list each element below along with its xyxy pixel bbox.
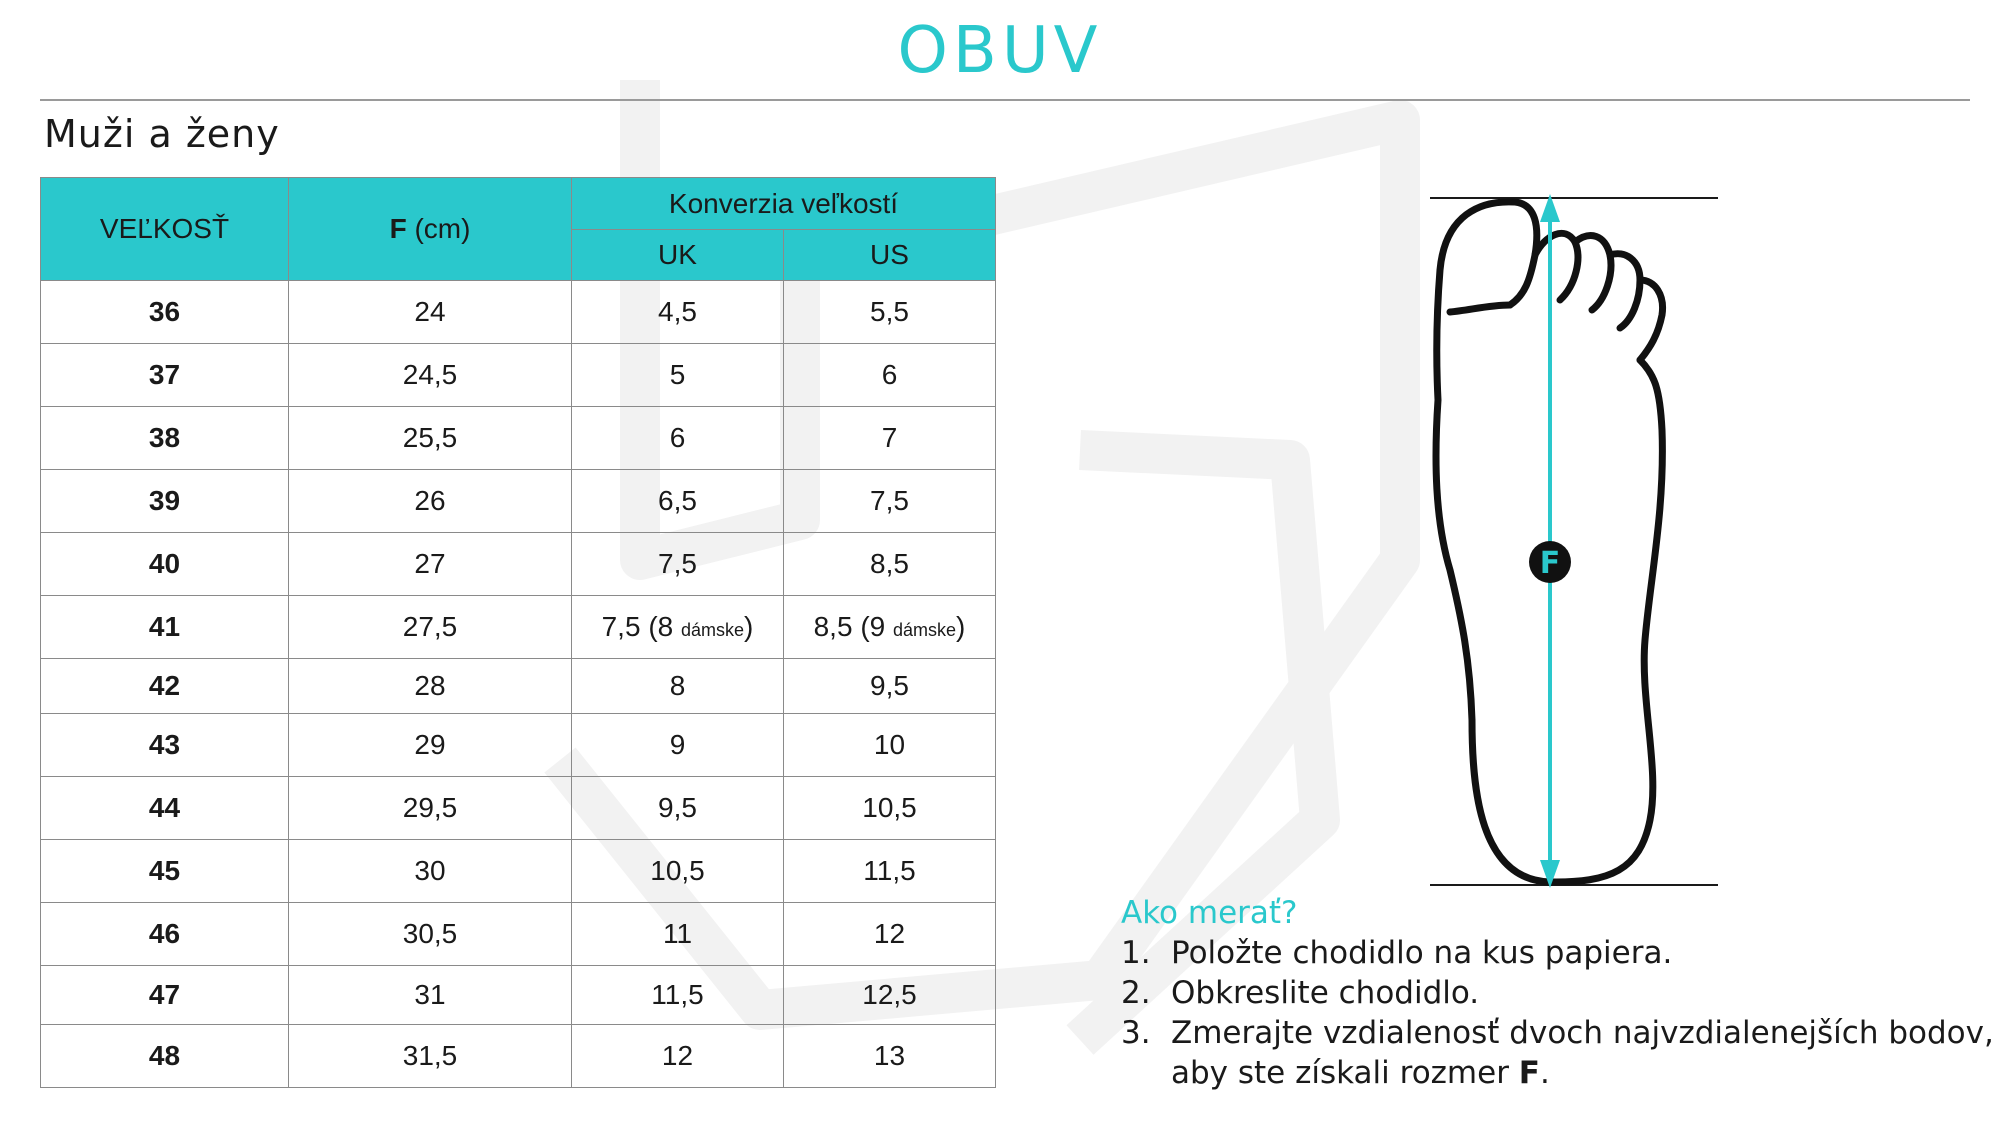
table-row (41, 470, 996, 533)
instructions (1121, 895, 2000, 1093)
uk-cell: 11 (572, 903, 784, 966)
uk-cell: 6,5 (572, 470, 784, 533)
us-women-note: dámske (893, 620, 957, 640)
size-cell: 47 (41, 966, 289, 1025)
size-cell: 42 (41, 659, 289, 714)
step-text-wrap (1171, 1013, 2000, 1093)
size-cell: 45 (41, 840, 289, 903)
instruction-step (1121, 933, 2000, 973)
table-row (41, 1025, 996, 1088)
uk-value: 7,5 (601, 611, 641, 642)
instructions-list (1121, 933, 2000, 1093)
size-cell: 44 (41, 777, 289, 840)
uk-women-note: dámske (681, 620, 745, 640)
size-cell: 37 (41, 344, 289, 407)
us-cell: 13 (784, 1025, 996, 1088)
f-marker-text: F (1539, 546, 1561, 581)
us-cell: 5,5 (784, 281, 996, 344)
size-cell: 39 (41, 470, 289, 533)
table-row (41, 533, 996, 596)
us-cell: 8,5 (9 dámske) (784, 596, 996, 659)
uk-cell: 10,5 (572, 840, 784, 903)
foot-diagram (1400, 180, 1740, 900)
table-row (41, 596, 996, 659)
instruction-step (1121, 973, 2000, 1013)
f-cell: 27,5 (289, 596, 572, 659)
us-cell: 7,5 (784, 470, 996, 533)
step-text-end: . (1539, 1055, 1550, 1091)
f-cell: 30,5 (289, 903, 572, 966)
us-cell: 6 (784, 344, 996, 407)
f-cell: 31,5 (289, 1025, 572, 1088)
table-row (41, 777, 996, 840)
size-cell: 43 (41, 714, 289, 777)
step-number: 1. (1121, 935, 1151, 971)
f-cell: 24 (289, 281, 572, 344)
header-f-label: F (389, 213, 407, 244)
table-row (41, 714, 996, 777)
size-cell: 36 (41, 281, 289, 344)
step-text-bold: F (1518, 1055, 1540, 1091)
table-row (41, 903, 996, 966)
f-cell: 29 (289, 714, 572, 777)
uk-women-value: 8 (657, 611, 674, 642)
table-row (41, 966, 996, 1025)
page-title: OBUV (897, 14, 1103, 88)
instruction-step (1121, 1013, 2000, 1093)
us-cell: 7 (784, 407, 996, 470)
size-cell: 40 (41, 533, 289, 596)
header-divider (40, 99, 1970, 101)
section-title: Muži a ženy (44, 112, 280, 156)
step-text: Položte chodidlo na kus papiera. (1171, 935, 1673, 971)
step-text: Obkreslite chodidlo. (1171, 975, 1480, 1011)
uk-cell: 7,5 (572, 533, 784, 596)
instructions-title: Ako merať? (1121, 895, 1298, 931)
table-row (41, 840, 996, 903)
f-cell: 27 (289, 533, 572, 596)
size-cell: 46 (41, 903, 289, 966)
uk-cell: 9,5 (572, 777, 784, 840)
table-row (41, 407, 996, 470)
step-number: 2. (1121, 975, 1151, 1011)
f-cell: 31 (289, 966, 572, 1025)
uk-cell: 4,5 (572, 281, 784, 344)
us-cell: 10,5 (784, 777, 996, 840)
uk-cell: 5 (572, 344, 784, 407)
step-text: Zmerajte vzdialenosť dvoch najvzdialenejších bodov, aby ste získali rozmer (1171, 1015, 1994, 1091)
f-cell: 30 (289, 840, 572, 903)
f-cell: 26 (289, 470, 572, 533)
f-cell: 25,5 (289, 407, 572, 470)
uk-cell: 12 (572, 1025, 784, 1088)
header-uk: UK (572, 230, 784, 281)
header-f-unit: (cm) (406, 213, 471, 244)
header-size: VEĽKOSŤ (41, 178, 289, 281)
f-marker-icon (1529, 541, 1571, 583)
us-value: 8,5 (813, 611, 853, 642)
uk-cell: 11,5 (572, 966, 784, 1025)
table-row (41, 659, 996, 714)
f-cell: 28 (289, 659, 572, 714)
us-cell: 9,5 (784, 659, 996, 714)
f-cell: 29,5 (289, 777, 572, 840)
us-women-value: 9 (869, 611, 886, 642)
us-cell: 12 (784, 903, 996, 966)
uk-cell: 6 (572, 407, 784, 470)
step-number: 3. (1121, 1015, 1151, 1051)
size-cell: 41 (41, 596, 289, 659)
header-us: US (784, 230, 996, 281)
uk-cell: 9 (572, 714, 784, 777)
header-f (289, 178, 572, 281)
uk-cell: 7,5 (8 dámske) (572, 596, 784, 659)
header-conversion: Konverzia veľkostí (572, 178, 996, 230)
size-table (40, 177, 996, 1088)
table-row (41, 344, 996, 407)
us-cell: 8,5 (784, 533, 996, 596)
size-cell: 48 (41, 1025, 289, 1088)
us-cell: 11,5 (784, 840, 996, 903)
us-cell: 12,5 (784, 966, 996, 1025)
uk-cell: 8 (572, 659, 784, 714)
f-cell: 24,5 (289, 344, 572, 407)
us-cell: 10 (784, 714, 996, 777)
table-row (41, 281, 996, 344)
size-cell: 38 (41, 407, 289, 470)
